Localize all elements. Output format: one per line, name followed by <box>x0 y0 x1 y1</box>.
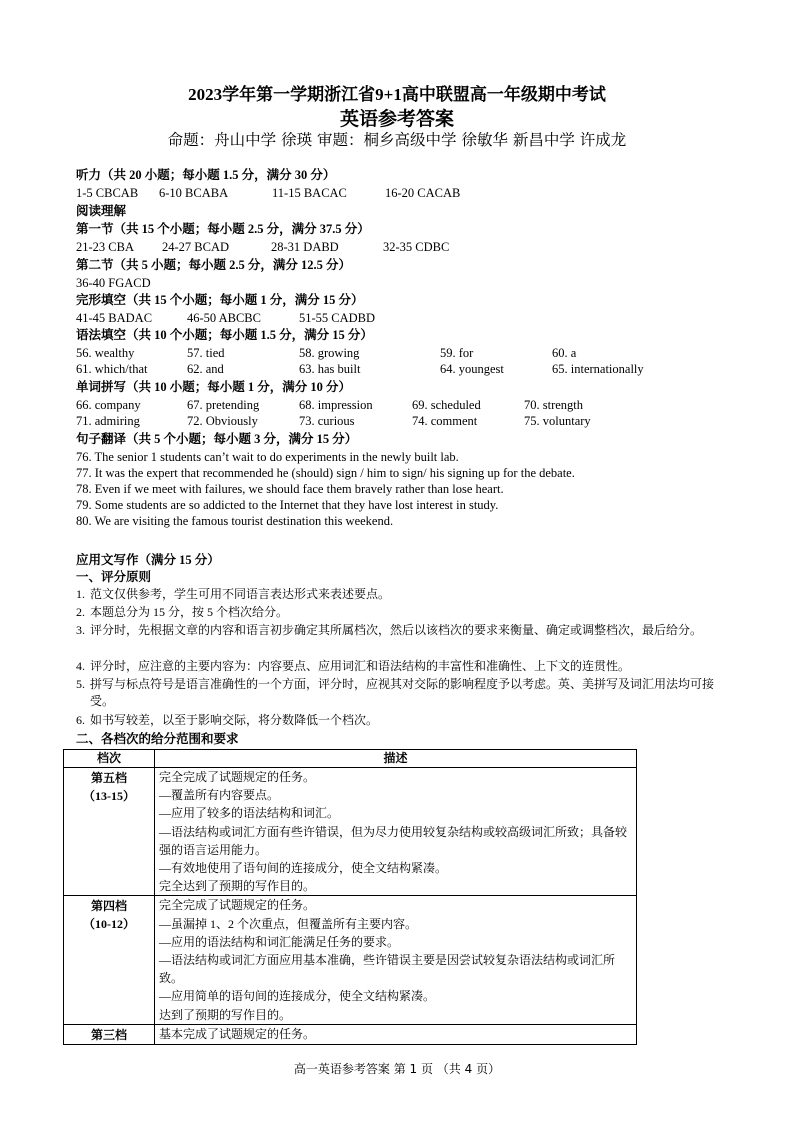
table-header-row <box>64 750 637 768</box>
reading-answer: 21-23 CBA <box>76 240 134 254</box>
translation-sentence: 76. The senior 1 students can’t wait to do experiments in the newly built lab. <box>76 450 459 464</box>
reading-heading: 阅读理解 <box>76 204 127 218</box>
grammar-answer: 61. which/that <box>76 362 148 376</box>
column-header-description: 描述 <box>155 750 637 768</box>
reading-part2-heading: 第二节（共 5 小题；每小题 2.5 分，满分 12.5 分） <box>76 258 352 272</box>
grammar-answer: 64. youngest <box>440 362 504 376</box>
grade-level-cell: 第三档 <box>64 1024 155 1044</box>
translation-sentence: 77. It was the expert that recommended he (should) sign / him to sign/ his signing up for the debate. <box>76 466 575 480</box>
column-header-level: 档次 <box>64 750 155 768</box>
listening-answer: 6-10 BCABA <box>159 186 229 200</box>
principles-heading: 一、评分原则 <box>76 570 152 584</box>
grade-description-cell: 完全完成了试题规定的任务。 —虽漏掉 1、2 个次重点，但覆盖所有主要内容。 —应用的语法结构和词汇能满足任务的要求。 —语法结构或词汇方面应用基本准确，些许错误主要是因尝试较复杂语法结构或词汇所致。 —应用简单的语句间的连接成分，使全文结构紧凑。 达到了预期的写作目的。 <box>155 896 637 1024</box>
grade-description-cell: 基本完成了试题规定的任务。 <box>155 1024 637 1044</box>
spelling-heading: 单词拼写（共 10 小题；每小题 1 分，满分 10 分） <box>76 380 352 394</box>
grammar-answer: 63. has built <box>299 362 361 376</box>
spelling-answer: 66. company <box>76 398 141 412</box>
grammar-answer: 59. for <box>440 346 474 360</box>
grade-level-cell: 第五档 （13-15） <box>64 768 155 896</box>
spelling-answer: 74. comment <box>412 414 478 428</box>
listening-heading: 听力（共 20 小题；每小题 1.5 分，满分 30 分） <box>76 168 336 182</box>
principle-item: 6. 如书写较差，以至于影响交际，将分数降低一个档次。 <box>76 713 379 727</box>
exam-title: 2023学年第一学期浙江省9+1高中联盟高一年级期中考试 <box>188 85 606 104</box>
reading-answer: 32-35 CDBC <box>383 240 450 254</box>
listening-answer: 11-15 BACAC <box>272 186 347 200</box>
grammar-answer: 57. tied <box>187 346 225 360</box>
grammar-answer: 60. a <box>552 346 577 360</box>
principle-item: 4. 评分时，应注意的主要内容为：内容要点、应用词汇和语法结构的丰富性和准确性、上下文的连贯性。 <box>76 659 631 673</box>
grade-level-cell: 第四档 （10-12） <box>64 896 155 1024</box>
reading-answer: 24-27 BCAD <box>162 240 230 254</box>
spelling-answer: 68. impression <box>299 398 373 412</box>
reading-part1-heading: 第一节（共 15 个小题；每小题 2.5 分，满分 37.5 分） <box>76 222 370 236</box>
cloze-answer: 41-45 BADAC <box>76 311 153 325</box>
grammar-answer: 58. growing <box>299 346 360 360</box>
grade-description-cell: 完全完成了试题规定的任务。 —覆盖所有内容要点。 —应用了较多的语法结构和词汇。 —语法结构或词汇方面有些许错误，但为尽力使用较复杂结构或较高级词汇所致；具备较强的语言运用能力。 —有效地使用了语句间的连接成分，使全文结构紧凑。 完全达到了预期的写作目的。 <box>155 768 637 896</box>
listening-answer: 16-20 CACAB <box>385 186 461 200</box>
spelling-answer: 73. curious <box>299 414 355 428</box>
principle-item: 1. 范文仅供参考，学生可用不同语言表达形式来表述要点。 <box>76 587 391 601</box>
writing-heading: 应用文写作（满分 15 分） <box>76 553 220 567</box>
grading-table <box>63 749 637 1045</box>
answer-key-title: 英语参考答案 <box>339 109 454 130</box>
principle-item: 3. 评分时，先根据文章的内容和语言初步确定其所属档次，然后以该档次的要求来衡量、确定或调整档次，最后给分。 <box>76 623 703 637</box>
principle-item: 5. 拼写与标点符号是语言准确性的一个方面，评分时，应视其对交际的影响程度予以考虑。英、美拼写及词汇用法均可接受。 <box>76 677 715 708</box>
cloze-heading: 完形填空（共 15 个小题；每小题 1 分，满分 15 分） <box>76 293 364 307</box>
cloze-answer: 46-50 ABCBC <box>187 311 261 325</box>
translation-sentence: 78. Even if we meet with failures, we should face them bravely rather than lose heart. <box>76 482 504 496</box>
translation-sentence: 79. Some students are so addicted to the Internet that they have lost interest in study. <box>76 498 499 512</box>
spelling-answer: 69. scheduled <box>412 398 481 412</box>
grammar-heading: 语法填空（共 10 个小题；每小题 1.5 分，满分 15 分） <box>76 328 373 342</box>
spelling-answer: 67. pretending <box>187 398 260 412</box>
table-row <box>64 896 637 1024</box>
translation-heading: 句子翻译（共 5 个小题；每小题 3 分，满分 15 分） <box>76 432 358 446</box>
principle-item: 2. 本题总分为 15 分，按 5 个档次给分。 <box>76 605 289 619</box>
authors-line: 命题：舟山中学 徐瑛 审题：桐乡高级中学 徐敏华 新昌中学 许成龙 <box>167 131 627 149</box>
listening-answer: 1-5 CBCAB <box>76 186 139 200</box>
spelling-answer: 70. strength <box>524 398 584 412</box>
spelling-answer: 71. admiring <box>76 414 140 428</box>
cloze-answer: 51-55 CADBD <box>299 311 376 325</box>
table-row <box>64 1024 637 1044</box>
grammar-answer: 56. wealthy <box>76 346 135 360</box>
grammar-answer: 62. and <box>187 362 224 376</box>
page-footer: 高一英语参考答案 第 1 页 （共 4 页） <box>293 1062 501 1076</box>
grades-heading: 二、各档次的给分范围和要求 <box>76 732 239 746</box>
reading-answer: 36-40 FGACD <box>76 276 151 290</box>
translation-sentence: 80. We are visiting the famous tourist destination this weekend. <box>76 514 394 528</box>
reading-answer: 28-31 DABD <box>271 240 339 254</box>
spelling-answer: 72. Obviously <box>187 414 258 428</box>
spelling-answer: 75. voluntary <box>524 414 591 428</box>
table-row <box>64 768 637 896</box>
grammar-answer: 65. internationally <box>552 362 644 376</box>
